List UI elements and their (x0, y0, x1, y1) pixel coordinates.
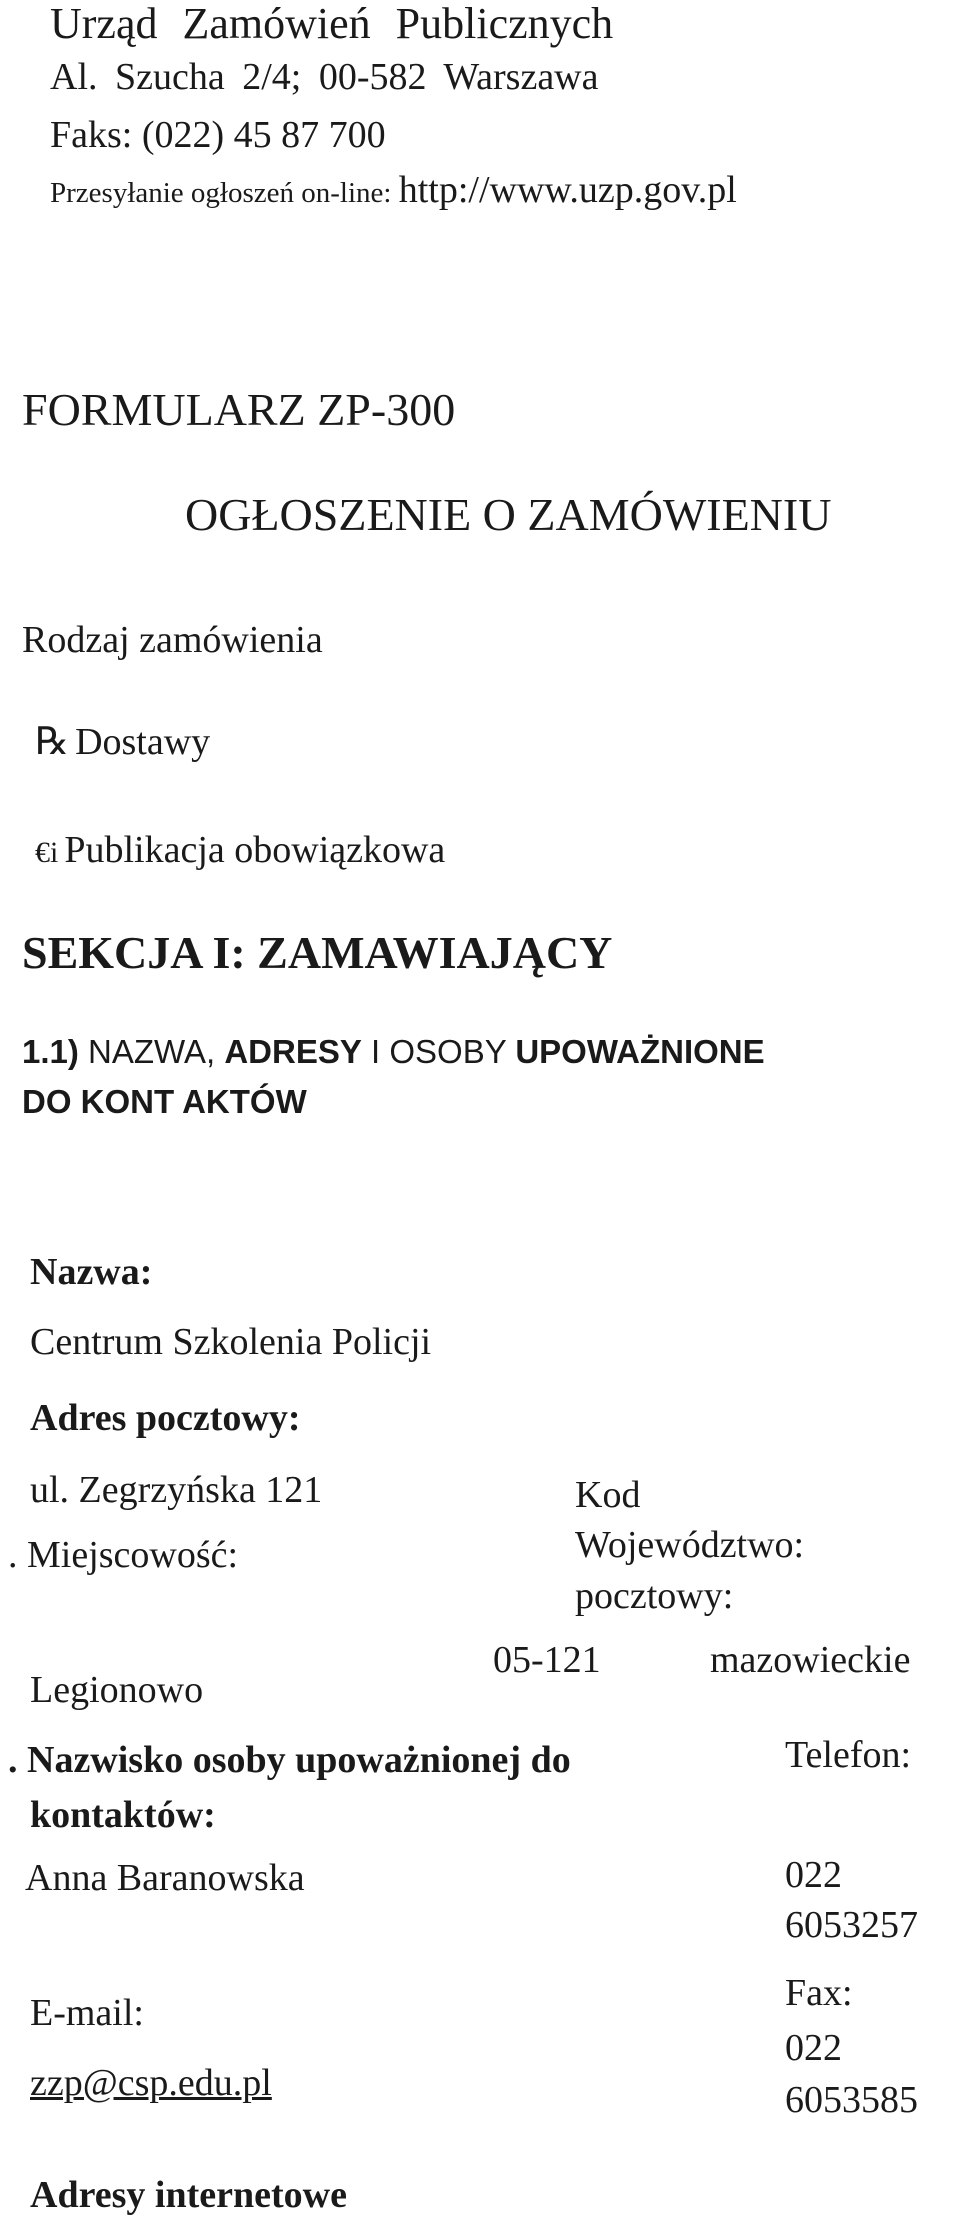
phone-value-line1: 022 (785, 1854, 842, 1896)
subtitle-text-3: I OSOBY (361, 1033, 516, 1070)
subtitle-text-1: NAZWA, (78, 1033, 225, 1070)
contact-person-label-line2: kontaktów: (30, 1794, 216, 1836)
contact-person-value: Anna Baranowska (25, 1857, 305, 1899)
postcode-value: 05-121 (493, 1639, 601, 1681)
order-type-option (35, 722, 210, 764)
publication-option (35, 830, 445, 872)
section-title: SEKCJA I: ZAMAWIAJĄCY (22, 927, 613, 978)
street-value: ul. Zegrzyńska 121 (30, 1469, 323, 1511)
name-value: Centrum Szkolenia Policji (30, 1321, 432, 1363)
subtitle-number: 1.1) (22, 1033, 79, 1070)
publication-mark-icon: €i (35, 836, 59, 869)
email-link[interactable]: zzp@csp.edu.pl (30, 2062, 272, 2104)
office-name: Urząd Zamówień Publicznych (50, 0, 614, 48)
order-type-label: Rodzaj zamówienia (22, 619, 323, 661)
section-subtitle-line2: DO KONT AKTÓW (22, 1083, 307, 1120)
name-label: Nazwa: (30, 1251, 153, 1293)
fax-value-line2: 6053585 (785, 2079, 918, 2121)
publication-label: Publikacja obowiązkowa (64, 829, 446, 871)
online-submission (50, 170, 737, 212)
phone-value-line2: 6053257 (785, 1904, 918, 1946)
form-title: FORMULARZ ZP-300 (22, 384, 456, 435)
online-url-link[interactable]: http://www.uzp.gov.pl (398, 169, 737, 211)
contact-person-label-line1: . Nazwisko osoby upoważnionej do (8, 1739, 571, 1781)
order-type-option-label: Dostawy (75, 721, 211, 763)
office-fax: Faks: (022) 45 87 700 (50, 114, 386, 156)
office-address: Al. Szucha 2/4; 00-582 Warszawa (50, 56, 599, 98)
subtitle-text-4: UPOWAŻNIONE (515, 1033, 765, 1070)
city-value: Legionowo (30, 1669, 204, 1711)
fax-label: Fax: (785, 1972, 853, 2014)
phone-label: Telefon: (785, 1734, 912, 1776)
subtitle-text-2: ADRESY (224, 1033, 362, 1070)
postcode-label-line1: Kod (575, 1474, 641, 1516)
online-label: Przesyłanie ogłoszeń on-line: (50, 177, 392, 209)
checked-mark-icon: ℞ (35, 721, 70, 763)
postcode-label-line2: pocztowy: (575, 1575, 734, 1617)
notice-title: OGŁOSZENIE O ZAMÓWIENIU (185, 489, 832, 540)
postal-address-label: Adres pocztowy: (30, 1397, 301, 1439)
fax-value-line1: 022 (785, 2027, 842, 2069)
voivodeship-label: Województwo: (575, 1524, 805, 1566)
voivodeship-value: mazowieckie (710, 1639, 911, 1681)
internet-addresses-label: Adresy internetowe (30, 2174, 347, 2216)
city-label: . Miejscowość: (8, 1534, 239, 1576)
section-subtitle (22, 1034, 765, 1070)
email-label: E-mail: (30, 1992, 144, 2034)
